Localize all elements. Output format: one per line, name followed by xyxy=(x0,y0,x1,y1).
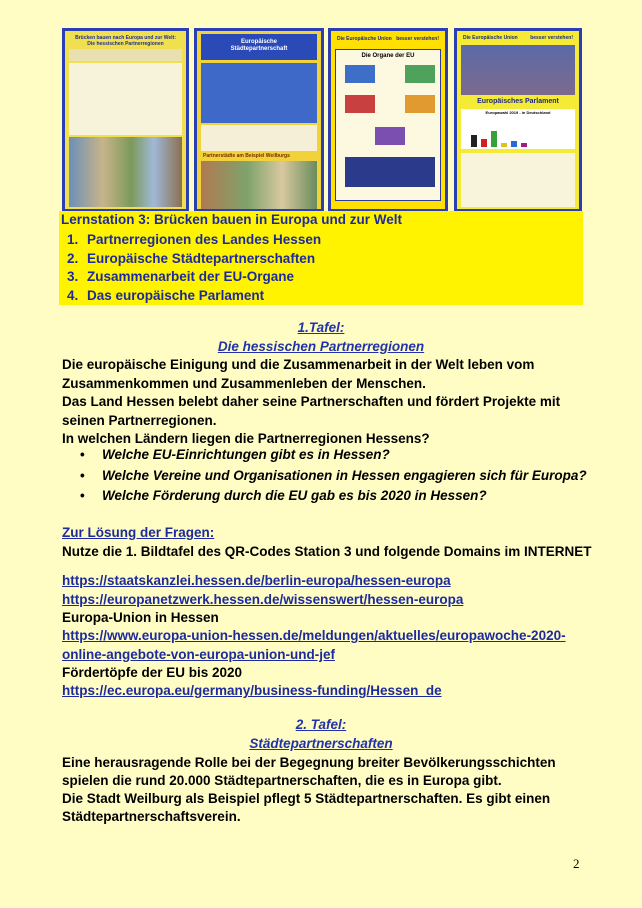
link-label: Fördertöpfe der EU bis 2020 xyxy=(62,665,243,680)
chart-bar xyxy=(481,139,487,147)
diagram-box xyxy=(405,95,435,113)
list-item: • Welche EU-Einrichtungen gibt es in Hessen? xyxy=(80,447,390,462)
link-europa-union[interactable]: https://www.europa-union-hessen.de/meldungen/aktuelles/europawoche-2020- xyxy=(62,628,566,643)
link-europa-union-cont[interactable]: online-angebote-von-europa-union-und-jef xyxy=(62,647,335,662)
poster-subtitle: Europäisches Parlament xyxy=(477,98,559,105)
chart-bar xyxy=(501,143,507,147)
diagram-box xyxy=(375,127,405,145)
link-label: Europa-Union in Hessen xyxy=(62,610,219,625)
poster-title: Städtepartnerschaft xyxy=(230,46,288,52)
paragraph-line: Zusammenkommen und Zusammenleben der Menschen. xyxy=(62,376,426,391)
poster-title: Die hessischen Partnerregionen xyxy=(87,41,164,47)
list-item: 2. Europäische Städtepartnerschaften xyxy=(67,250,316,266)
chart-bar xyxy=(521,143,527,147)
text-panel xyxy=(201,125,317,151)
city-photos xyxy=(201,161,317,209)
poster-staedtepartnerschaft xyxy=(194,28,324,212)
link-europanetzwerk[interactable]: https://europanetzwerk.hessen.de/wissenswert/hessen-europa xyxy=(62,592,464,607)
list-item: • Welche Förderung durch die EU gab es bis 2020 in Hessen? xyxy=(80,488,487,503)
poster-title: Die Europäische Union xyxy=(337,36,392,42)
paragraph-line: Die europäische Einigung und die Zusammenarbeit in der Welt leben vom xyxy=(62,357,535,372)
paragraph-line: Eine herausragende Rolle bei der Begegnung breiter Bevölkerungsschichten xyxy=(62,755,556,770)
poster-title: Die Europäische Union xyxy=(463,35,518,41)
poster-photos xyxy=(62,28,582,214)
poster-title: Europäische xyxy=(240,39,277,45)
poster-title: besser verstehen! xyxy=(396,36,439,42)
poster-subtitle: Die Organe der EU xyxy=(361,53,415,59)
parliament-photo xyxy=(461,45,575,95)
paragraph-line: seinen Partnerregionen. xyxy=(62,413,217,428)
diagram-box xyxy=(345,157,435,187)
poster-eu-organe xyxy=(328,28,448,212)
tafel2-subheading: Städtepartnerschaften xyxy=(249,736,393,751)
diagram-box xyxy=(345,95,375,113)
tafel1-heading: 1.Tafel: xyxy=(297,320,345,335)
bullet-icon: • xyxy=(80,467,85,483)
tafel2-heading: 2. Tafel: xyxy=(295,717,347,732)
emblem-strip xyxy=(69,49,182,61)
question-list xyxy=(80,447,587,509)
bullet-icon: • xyxy=(80,488,85,503)
list-item: 4. Das europäische Parlament xyxy=(67,287,265,303)
chart-bar xyxy=(471,135,477,147)
list-item: 3. Zusammenarbeit der EU-Organe xyxy=(67,269,295,284)
photo-collage xyxy=(69,137,182,207)
poster-title: besser verstehen! xyxy=(530,35,573,41)
poster-caption: Partnerstädte am Beispiel Weilburgs xyxy=(203,153,290,159)
station-box xyxy=(59,211,583,305)
poster-partnerregionen xyxy=(62,28,189,212)
list-item: 1. Partnerregionen des Landes Hessen xyxy=(67,232,322,247)
station-list xyxy=(67,232,321,306)
diagram-box xyxy=(405,65,435,83)
question-line: In welchen Ländern liegen die Partnerregionen Hessens? xyxy=(62,431,430,446)
bullet-icon: • xyxy=(80,447,85,462)
chart-bar xyxy=(491,131,497,147)
page-number: 2 xyxy=(573,856,580,871)
list-item: • Welche Vereine und Organisationen in Hessen engagieren sich für Europa? xyxy=(80,467,587,483)
paragraph-line: spielen die rund 20.000 Städtepartnerschaften, die es in Europa gibt. xyxy=(62,773,502,788)
loesung-heading: Zur Lösung der Fragen: xyxy=(62,525,215,540)
text-panel xyxy=(461,153,575,207)
tafel1-subheading: Die hessischen Partnerregionen xyxy=(217,339,425,354)
link-ec-europa[interactable]: https://ec.europa.eu/germany/business-funding/Hessen_de xyxy=(62,683,442,698)
chart-bar xyxy=(511,141,517,147)
paragraph-line: Städtepartnerschaftsverein. xyxy=(62,809,241,824)
poster-title: Brücken bauen nach Europa und zur Welt: xyxy=(75,35,176,41)
diagram-box xyxy=(345,65,375,83)
paragraph-line: Das Land Hessen belebt daher seine Partnerschaften und fördert Projekte mit xyxy=(62,394,561,409)
text-panel xyxy=(69,63,182,135)
chart-title: Europawahl 2019 - in Deutschland xyxy=(485,110,551,115)
europe-map xyxy=(201,63,317,123)
loesung-intro: Nutze die 1. Bildtafel des QR-Codes Station 3 und folgende Domains im INTERNET xyxy=(62,544,592,559)
paragraph-line: Die Stadt Weilburg als Beispiel pflegt 5 Städtepartnerschaften. Es gibt einen xyxy=(62,791,551,806)
station-title: Lernstation 3: Brücken bauen in Europa und zur Welt xyxy=(61,212,403,227)
poster-parlament xyxy=(454,28,582,212)
link-staatskanzlei[interactable]: https://staatskanzlei.hessen.de/berlin-europa/hessen-europa xyxy=(62,573,451,588)
